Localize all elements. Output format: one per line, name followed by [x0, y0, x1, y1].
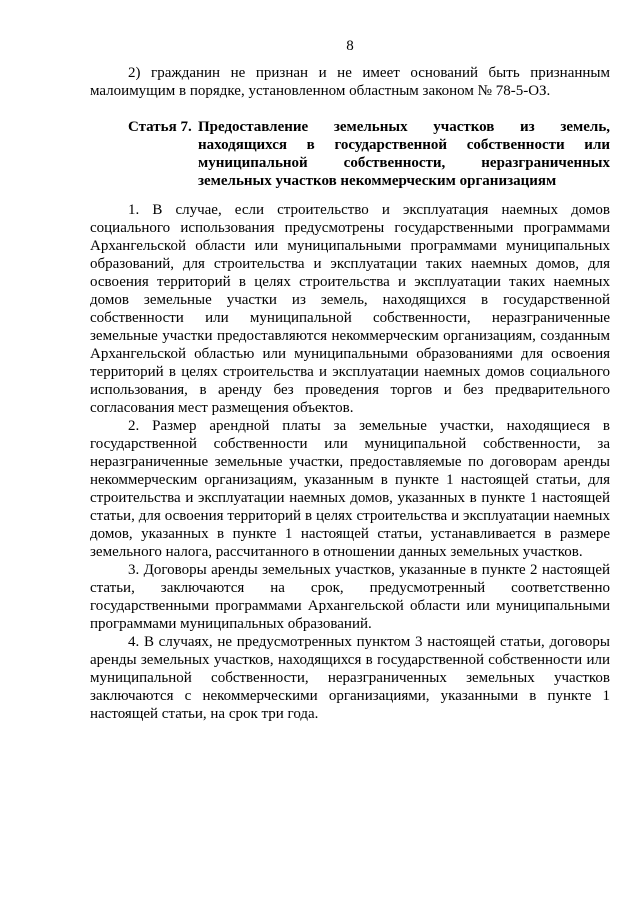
- paragraph-2: 2. Размер арендной платы за земельные участки, находящиеся в государственной собственности или муниципальной собственности, за неразграниченные земельные участки, предоставляемые по договорам аренды некоммерческим организациям, указанным в пункте 1 настоящей статьи, для строительства и эксплуатации наемных домов, указанных в пункте 1 настоящей статьи, для освоения территорий в целях строительства и эксплуатации наемных домов, указанных в пункте 1 настоящей статьи, устанавливается в размере земельного налога, рассчитанного в отношении данных земельных участков.: [90, 418, 610, 560]
- article-label: Статья 7.: [128, 119, 192, 135]
- article-body: [90, 201, 610, 723]
- page-number: 8: [346, 38, 354, 54]
- paragraph-1: 1. В случае, если строительство и эксплуатация наемных домов социального использования предусмотрены государственными программами Архангельской области или муниципальными программами муниципальных образований, для строительства и эксплуатации таких наемных домов, для освоения территорий в целях строительства и эксплуатации таких наемных домов земельные участки из земель, находящихся в государственной собственности или муниципальной собственности, неразграниченные земельные участки предоставляются некоммерческим организациям, созданным Архангельской областью или муниципальными образованиями для освоения территорий в целях строительства и эксплуатации наемных домов социального использования, в аренду без проведения торгов и без предварительного согласования мест размещения объектов.: [90, 202, 610, 416]
- paragraph-3: 3. Договоры аренды земельных участков, указанные в пункте 2 настоящей статьи, заключаются на срок, предусмотренный соответственно государственными программами Архангельской области или муниципальными программами муниципальных образований.: [90, 562, 610, 632]
- paragraph-4: 4. В случаях, не предусмотренных пунктом 3 настоящей статьи, договоры аренды земельных участков, находящихся в государственной собственности или муниципальной собственности, неразграниченных земельных участков заключаются с некоммерческими организациями, указанными в пункте 1 настоящей статьи, на срок три года.: [90, 634, 610, 722]
- intro-paragraph: 2) гражданин не признан и не имеет оснований быть признанным малоимущим в порядке, установленном областным законом № 78-5-ОЗ.: [90, 65, 610, 99]
- article-heading: [128, 118, 610, 190]
- article-title: Предоставление земельных участков из земель, находящихся в государственной собственности или муниципальной собственности, неразграниченных земельных участков некоммерческим организациям: [198, 119, 610, 189]
